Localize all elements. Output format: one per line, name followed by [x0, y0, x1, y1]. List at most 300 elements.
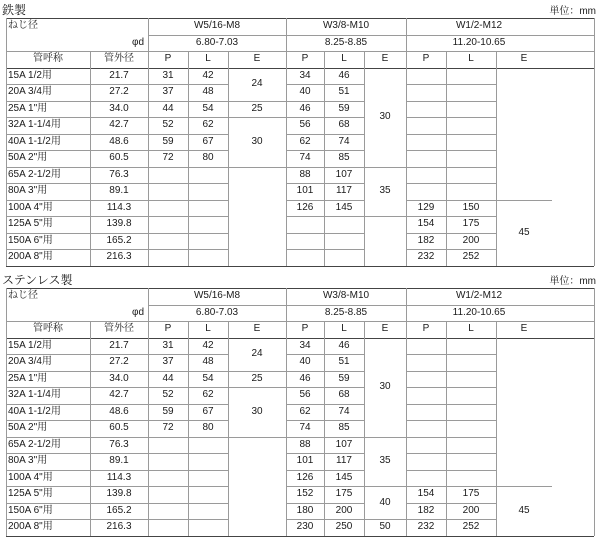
column-rule — [228, 51, 229, 266]
outer-diameter-cell: 165.2 — [106, 234, 132, 246]
p-value-cell: 52 — [162, 119, 174, 131]
l-value-cell — [188, 216, 228, 233]
row-rule — [6, 338, 594, 339]
thread-size-header: W3/8-M10 — [322, 20, 370, 32]
p-value-cell: 34 — [299, 69, 311, 81]
l-value-cell — [446, 420, 496, 437]
row-rule — [228, 371, 286, 372]
p-value-cell — [286, 216, 324, 233]
p-value-cell: 232 — [417, 521, 435, 533]
l-value-cell: 175 — [335, 488, 353, 500]
pipe-name-cell: 20A 3/4用 — [8, 356, 52, 368]
row-rule — [406, 470, 496, 471]
p-value-cell — [148, 216, 188, 233]
p-value-cell: 101 — [296, 455, 314, 467]
p-value-cell — [286, 233, 324, 250]
column-rule — [188, 321, 189, 536]
p-value-cell — [148, 453, 188, 470]
bore-label: φd — [131, 306, 144, 318]
l-value-cell — [446, 134, 496, 151]
row-rule — [6, 101, 228, 102]
l-value-cell: 150 — [462, 201, 480, 213]
thread-size-header: W5/16-M8 — [193, 20, 241, 32]
column-header-p: P — [164, 53, 172, 65]
row-rule — [406, 387, 496, 388]
bore-label: φd — [131, 36, 144, 48]
row-rule — [496, 200, 552, 201]
p-value-cell: 40 — [299, 86, 311, 98]
column-header-l: L — [468, 53, 474, 65]
row-rule — [6, 536, 594, 537]
outer-diameter-cell: 60.5 — [109, 152, 129, 164]
pipe-name-cell: 20A 3/4用 — [8, 86, 52, 98]
bore-range-header: 8.25-8.85 — [324, 306, 368, 318]
l-value-cell: 59 — [338, 372, 350, 384]
pipe-name-cell: 50A 2"用 — [8, 422, 48, 434]
column-header-p: P — [164, 323, 172, 335]
e-value-cell: 45 — [518, 504, 530, 516]
row-rule — [6, 404, 228, 405]
column-rule — [90, 321, 91, 536]
column-rule — [286, 18, 287, 266]
pipe-name-cell: 100A 4"用 — [8, 471, 53, 483]
p-value-cell — [406, 387, 446, 404]
row-rule — [6, 249, 228, 250]
p-value-cell: 46 — [299, 372, 311, 384]
l-value-cell: 68 — [338, 119, 350, 131]
row-rule — [406, 183, 496, 184]
pipe-name-cell: 80A 3"用 — [8, 455, 48, 467]
l-value-cell: 51 — [338, 86, 350, 98]
row-rule — [228, 387, 286, 388]
row-rule — [406, 404, 496, 405]
p-value-cell — [148, 233, 188, 250]
p-value-cell — [148, 183, 188, 200]
row-rule — [406, 354, 496, 355]
row-rule — [6, 216, 228, 217]
row-rule — [6, 51, 594, 52]
e-value-cell: 40 — [379, 496, 391, 508]
pipe-name-cell: 50A 2"用 — [8, 152, 48, 164]
row-rule — [6, 84, 228, 85]
row-rule — [6, 387, 228, 388]
column-header-p: P — [422, 53, 430, 65]
l-value-cell — [188, 200, 228, 217]
row-rule — [496, 486, 552, 487]
p-value-cell — [148, 503, 188, 520]
row-rule — [6, 150, 228, 151]
p-value-cell: 230 — [296, 521, 314, 533]
p-value-cell — [406, 84, 446, 101]
row-rule — [148, 305, 594, 306]
l-value-cell — [188, 233, 228, 250]
outer-diameter-header: 管外径 — [104, 323, 134, 335]
l-value-cell: 145 — [335, 201, 353, 213]
p-value-cell — [406, 338, 446, 355]
unit-label: 単位：mm — [549, 6, 596, 17]
pipe-name-cell: 200A 8"用 — [8, 251, 53, 263]
row-rule — [286, 84, 364, 85]
l-value-cell — [188, 183, 228, 200]
column-header-e: E — [253, 53, 261, 65]
l-value-cell — [446, 68, 496, 85]
l-value-cell — [446, 183, 496, 200]
l-value-cell: 62 — [202, 119, 214, 131]
row-rule — [406, 249, 496, 250]
outer-diameter-cell: 27.2 — [109, 356, 129, 368]
p-value-cell: 232 — [417, 251, 435, 263]
l-value-cell: 46 — [338, 339, 350, 351]
outer-diameter-cell: 34.0 — [109, 102, 129, 114]
e-value-cell: 30 — [379, 111, 391, 122]
p-value-cell — [148, 519, 188, 536]
row-rule — [286, 486, 364, 487]
section-title: 鉄製 — [2, 3, 27, 17]
row-rule — [286, 233, 364, 234]
p-value-cell — [148, 167, 188, 184]
l-value-cell: 80 — [202, 152, 214, 164]
p-value-cell: 74 — [299, 152, 311, 164]
row-rule — [286, 101, 364, 102]
row-rule — [286, 371, 364, 372]
l-value-cell: 117 — [336, 455, 352, 467]
outer-diameter-cell: 89.1 — [109, 455, 129, 467]
row-rule — [406, 150, 496, 151]
column-rule — [148, 288, 149, 536]
column-header-e: E — [520, 53, 528, 65]
p-value-cell — [406, 101, 446, 118]
row-rule — [6, 437, 228, 438]
row-rule — [6, 266, 594, 267]
row-rule — [286, 167, 364, 168]
column-rule — [6, 18, 7, 266]
column-rule — [406, 288, 407, 536]
outer-diameter-cell: 42.7 — [109, 389, 129, 401]
p-value-cell: 180 — [296, 504, 314, 516]
l-value-cell — [324, 249, 364, 266]
e-value-cell: 45 — [518, 226, 530, 238]
outer-diameter-cell: 60.5 — [109, 422, 129, 434]
column-rule — [406, 18, 407, 266]
row-rule — [406, 437, 496, 438]
row-rule — [286, 117, 364, 118]
outer-diameter-cell: 114.3 — [106, 201, 132, 213]
l-value-cell — [446, 470, 496, 487]
row-rule — [406, 84, 496, 85]
p-value-cell: 44 — [162, 102, 174, 114]
row-rule — [286, 470, 364, 471]
column-rule — [6, 288, 7, 536]
p-value-cell: 182 — [417, 504, 435, 516]
p-value-cell: 88 — [299, 438, 311, 450]
column-rule — [594, 288, 595, 536]
column-rule — [364, 321, 365, 536]
pipe-name-cell: 25A 1"用 — [8, 102, 48, 114]
p-value-cell: 31 — [162, 69, 174, 81]
row-rule — [228, 101, 286, 102]
column-rule — [446, 321, 447, 536]
row-rule — [286, 249, 364, 250]
row-rule — [406, 519, 496, 520]
column-header-p: P — [301, 323, 309, 335]
row-rule — [286, 150, 364, 151]
p-value-cell — [286, 249, 324, 266]
l-value-cell: 68 — [338, 389, 350, 401]
row-rule — [148, 35, 594, 36]
row-rule — [406, 371, 496, 372]
row-rule — [228, 167, 286, 168]
pipe-name-cell: 200A 8"用 — [8, 521, 53, 533]
pipe-name-cell: 32A 1-1/4用 — [8, 389, 61, 401]
row-rule — [406, 167, 496, 168]
pipe-name-cell: 32A 1-1/4用 — [8, 119, 61, 131]
column-header-l: L — [341, 53, 347, 65]
row-rule — [6, 453, 228, 454]
p-value-cell — [406, 68, 446, 85]
l-value-cell — [446, 437, 496, 454]
p-value-cell: 62 — [299, 405, 311, 417]
row-rule — [6, 354, 228, 355]
row-rule — [286, 134, 364, 135]
row-rule — [406, 200, 496, 201]
l-value-cell: 74 — [338, 405, 350, 417]
l-value-cell — [188, 249, 228, 266]
p-value-cell: 34 — [299, 339, 311, 351]
l-value-cell — [446, 84, 496, 101]
row-rule — [286, 404, 364, 405]
p-value-cell: 182 — [417, 234, 435, 246]
l-value-cell — [188, 519, 228, 536]
outer-diameter-cell: 48.6 — [109, 135, 129, 147]
column-rule — [228, 321, 229, 536]
p-value-cell — [406, 404, 446, 421]
row-rule — [6, 288, 594, 289]
column-header-e: E — [520, 323, 528, 335]
p-value-cell: 154 — [417, 218, 435, 230]
row-rule — [6, 470, 228, 471]
e-value-cell: 35 — [379, 185, 391, 197]
outer-diameter-cell: 34.0 — [109, 372, 129, 384]
l-value-cell: 107 — [335, 438, 353, 450]
row-rule — [6, 519, 228, 520]
section-stainless — [0, 270, 600, 540]
pipe-name-cell: 125A 5"用 — [8, 218, 53, 230]
p-value-cell — [406, 167, 446, 184]
l-value-cell: 250 — [335, 521, 353, 533]
row-rule — [364, 486, 406, 487]
row-rule — [406, 216, 496, 217]
row-rule — [286, 453, 364, 454]
l-value-cell — [188, 437, 228, 454]
p-value-cell: 46 — [299, 102, 311, 114]
l-value-cell — [446, 117, 496, 134]
row-rule — [406, 101, 496, 102]
l-value-cell: 85 — [338, 152, 350, 164]
p-value-cell — [406, 183, 446, 200]
pipe-name-cell: 40A 1-1/2用 — [8, 405, 61, 417]
e-value-cell: 25 — [251, 102, 263, 114]
row-rule — [406, 134, 496, 135]
outer-diameter-cell: 76.3 — [109, 168, 129, 180]
row-rule — [6, 233, 228, 234]
outer-diameter-cell: 21.7 — [109, 69, 129, 81]
outer-diameter-cell: 89.1 — [109, 185, 129, 197]
l-value-cell: 200 — [462, 504, 480, 516]
row-rule — [364, 167, 406, 168]
l-value-cell — [188, 486, 228, 503]
l-value-cell — [446, 371, 496, 388]
l-value-cell: 51 — [338, 356, 350, 368]
l-value-cell: 117 — [336, 185, 352, 197]
row-rule — [364, 437, 406, 438]
outer-diameter-cell: 165.2 — [106, 504, 132, 516]
column-rule — [496, 321, 497, 536]
l-value-cell — [446, 167, 496, 184]
p-value-cell — [148, 486, 188, 503]
p-value-cell: 37 — [162, 86, 174, 98]
column-rule — [188, 51, 189, 266]
p-value-cell — [406, 134, 446, 151]
l-value-cell: 80 — [202, 422, 214, 434]
l-value-cell: 59 — [338, 102, 350, 114]
p-value-cell: 129 — [417, 201, 435, 213]
e-value-cell: 24 — [251, 348, 263, 359]
p-value-cell: 72 — [162, 152, 174, 164]
column-header-l: L — [205, 53, 211, 65]
thread-size-header: W1/2-M12 — [455, 290, 503, 302]
p-value-cell: 152 — [296, 488, 314, 500]
p-value-cell: 126 — [296, 201, 314, 213]
column-rule — [594, 18, 595, 266]
l-value-cell: 46 — [338, 69, 350, 81]
thread-size-label: ねじ径 — [8, 20, 38, 32]
pipe-name-cell: 40A 1-1/2用 — [8, 135, 61, 147]
thread-size-label: ねじ径 — [8, 290, 38, 302]
row-rule — [286, 420, 364, 421]
row-rule — [228, 437, 286, 438]
p-value-cell — [406, 354, 446, 371]
column-rule — [286, 288, 287, 536]
pipe-name-cell: 80A 3"用 — [8, 185, 48, 197]
row-rule — [406, 503, 496, 504]
column-header-p: P — [301, 53, 309, 65]
bore-range-header: 11.20-10.65 — [452, 306, 506, 318]
p-value-cell: 56 — [299, 119, 311, 131]
row-rule — [286, 354, 364, 355]
thread-size-header: W5/16-M8 — [193, 290, 241, 302]
e-value-cell: 30 — [379, 381, 391, 392]
column-rule — [496, 51, 497, 266]
p-value-cell: 37 — [162, 356, 174, 368]
outer-diameter-cell: 48.6 — [109, 405, 129, 417]
p-value-cell: 44 — [162, 372, 174, 384]
row-rule — [406, 486, 496, 487]
outer-diameter-cell: 216.3 — [106, 521, 132, 533]
row-rule — [406, 420, 496, 421]
column-header-l: L — [341, 323, 347, 335]
p-value-cell — [406, 420, 446, 437]
pipe-name-cell: 25A 1"用 — [8, 372, 48, 384]
l-value-cell — [446, 404, 496, 421]
l-value-cell: 200 — [462, 234, 480, 246]
column-rule — [324, 321, 325, 536]
p-value-cell: 126 — [296, 471, 314, 483]
l-value-cell — [446, 101, 496, 118]
p-value-cell — [148, 437, 188, 454]
p-value-cell: 62 — [299, 135, 311, 147]
column-header-e: E — [381, 323, 389, 335]
row-rule — [6, 321, 594, 322]
e-value-cell: 24 — [251, 78, 263, 89]
row-rule — [364, 216, 406, 217]
p-value-cell: 59 — [162, 135, 174, 147]
p-value-cell — [406, 453, 446, 470]
pipe-name-cell: 150A 6"用 — [8, 504, 53, 516]
row-rule — [6, 183, 228, 184]
l-value-cell — [188, 470, 228, 487]
p-value-cell — [406, 371, 446, 388]
outer-diameter-cell: 139.8 — [106, 488, 132, 500]
outer-diameter-cell: 139.8 — [106, 218, 132, 230]
l-value-cell — [446, 354, 496, 371]
thread-size-header: W3/8-M10 — [322, 290, 370, 302]
column-rule — [364, 51, 365, 266]
bore-range-header: 8.25-8.85 — [324, 36, 368, 48]
column-header-e: E — [253, 323, 261, 335]
spec-table — [6, 288, 594, 536]
l-value-cell: 67 — [202, 405, 214, 417]
row-rule — [6, 420, 228, 421]
bore-range-header: 6.80-7.03 — [195, 36, 239, 48]
l-value-cell: 42 — [202, 69, 214, 81]
l-value-cell — [446, 387, 496, 404]
l-value-cell: 145 — [335, 471, 353, 483]
l-value-cell: 67 — [202, 135, 214, 147]
row-rule — [286, 387, 364, 388]
column-rule — [324, 51, 325, 266]
l-value-cell: 85 — [338, 422, 350, 434]
e-value-cell: 35 — [379, 455, 391, 467]
p-value-cell: 88 — [299, 168, 311, 180]
l-value-cell: 54 — [202, 372, 214, 384]
pipe-name-cell: 65A 2-1/2用 — [8, 168, 61, 180]
column-rule — [90, 51, 91, 266]
row-rule — [406, 117, 496, 118]
l-value-cell: 48 — [202, 86, 214, 98]
p-value-cell — [406, 470, 446, 487]
column-rule — [446, 51, 447, 266]
l-value-cell — [324, 216, 364, 233]
row-rule — [364, 519, 406, 520]
p-value-cell — [148, 470, 188, 487]
row-rule — [6, 18, 594, 19]
l-value-cell: 54 — [202, 102, 214, 114]
p-value-cell — [148, 200, 188, 217]
row-rule — [286, 216, 364, 217]
l-value-cell — [188, 453, 228, 470]
p-value-cell: 40 — [299, 356, 311, 368]
p-value-cell — [148, 249, 188, 266]
pipe-name-cell: 150A 6"用 — [8, 234, 53, 246]
l-value-cell: 252 — [462, 521, 480, 533]
row-rule — [286, 200, 364, 201]
column-header-p: P — [422, 323, 430, 335]
p-value-cell: 31 — [162, 339, 174, 351]
row-rule — [6, 117, 228, 118]
p-value-cell: 72 — [162, 422, 174, 434]
row-rule — [286, 437, 364, 438]
column-header-l: L — [205, 323, 211, 335]
